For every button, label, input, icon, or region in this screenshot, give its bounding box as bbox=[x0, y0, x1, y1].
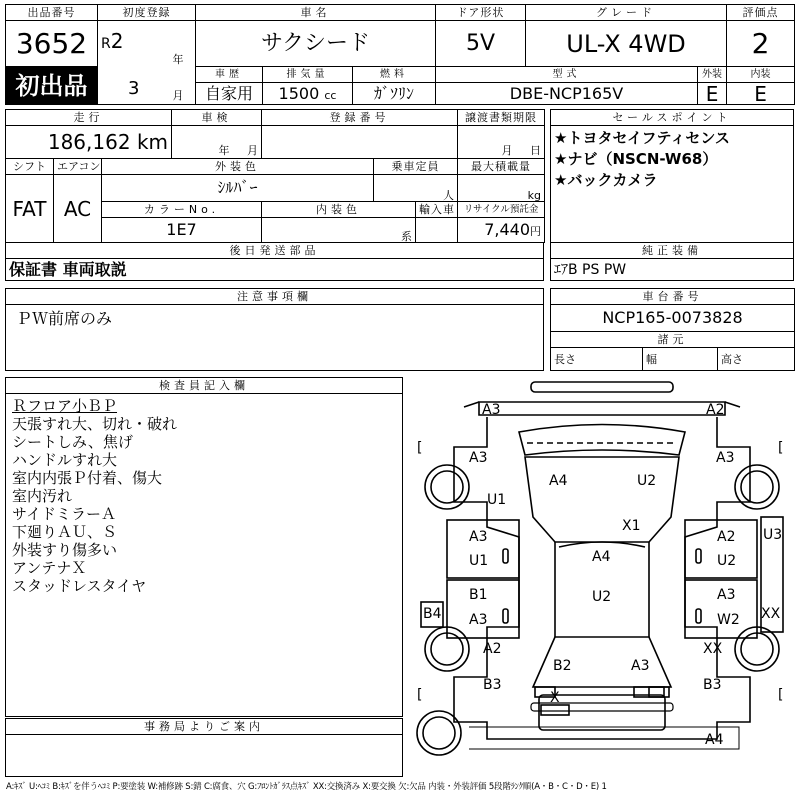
chassis-label: 車台番号 bbox=[551, 289, 795, 305]
exterior-label: 外装 bbox=[698, 67, 727, 83]
mileage: 186,162 bbox=[47, 130, 131, 155]
year-unit: 年 bbox=[170, 21, 196, 67]
ac: AC bbox=[54, 175, 102, 243]
code-bumper-l: B3 bbox=[483, 677, 502, 693]
inspector-label: 検査員記入欄 bbox=[6, 378, 402, 394]
shift-label: シフト bbox=[6, 159, 54, 175]
code-side-r: XX bbox=[761, 606, 781, 622]
displacement-label: 排気量 bbox=[263, 67, 353, 83]
inspector-line: 外装すり傷多い bbox=[12, 541, 118, 559]
sales-points-table bbox=[550, 109, 794, 243]
ext-color: ｼﾙﾊﾞｰ bbox=[102, 175, 374, 202]
equipment-label: 純正装備 bbox=[551, 243, 794, 259]
history: 自家用 bbox=[196, 83, 263, 105]
transfer-label: 譲渡書類期限 bbox=[458, 110, 545, 126]
inspector-box bbox=[5, 377, 403, 717]
mileage-unit: km bbox=[136, 130, 169, 155]
sales-point-3: ★バックカメラ bbox=[554, 171, 658, 189]
code-pillar-l: U1 bbox=[487, 492, 507, 508]
shift: FAT bbox=[6, 175, 54, 243]
spec-width: 幅 bbox=[643, 348, 718, 371]
code-mirror-r: U3 bbox=[763, 527, 783, 543]
displacement: 1500 bbox=[278, 83, 320, 103]
header-table bbox=[5, 4, 795, 105]
inspection-label: 車検 bbox=[172, 110, 262, 126]
code-door-fl-2: U1 bbox=[469, 553, 489, 569]
score: 2 bbox=[727, 21, 795, 67]
damage-legend: A:ｷｽﾞ U:ﾍｺﾐ B:ｷｽﾞを伴うﾍｺﾐ P:要塗装 W:補修跡 S:錆 C:腐食、穴 G:ﾌﾛﾝﾄｶﾞﾗｽ点ｷｽﾞ XX:交換済み X:要交換 欠:欠品 内装・外装評価 5段階ﾗﾝｸ順(A・B・C・D・E) 1 bbox=[6, 782, 607, 792]
model-label: 型式 bbox=[436, 67, 698, 83]
inspector-line: スタッドレスタイヤ bbox=[12, 577, 147, 595]
car-diagram bbox=[409, 377, 796, 777]
code-hood-r: U2 bbox=[637, 473, 657, 489]
inspector-line: 室内内張Ｐ付着、傷大 bbox=[12, 469, 163, 487]
bracket-label: [ bbox=[778, 687, 784, 703]
int-color-label: 内装色 bbox=[262, 202, 416, 218]
grade: UL-X 4WD bbox=[526, 21, 727, 67]
code-qtr-l: A2 bbox=[483, 641, 502, 657]
reg-no-value bbox=[262, 126, 458, 159]
fuel-label: 燃料 bbox=[353, 67, 436, 83]
model: DBE-NCP165V bbox=[436, 83, 698, 105]
first-reg-year: 2 bbox=[110, 29, 124, 53]
era: R bbox=[101, 36, 111, 52]
lot-no-label: 出品番号 bbox=[6, 5, 98, 21]
bracket-label: [ bbox=[417, 687, 423, 703]
code-side-l: B4 bbox=[423, 606, 442, 622]
inspector-line: シートしみ、焦げ bbox=[12, 433, 133, 451]
inspector-line: 天張すれ大、切れ・破れ bbox=[12, 415, 178, 433]
later-parts-label: 後日発送部品 bbox=[6, 243, 544, 259]
recycle: 7,440 bbox=[484, 220, 531, 240]
diagram-labels bbox=[409, 377, 796, 777]
code-roof: A4 bbox=[592, 549, 611, 565]
inspector-lines bbox=[6, 394, 402, 598]
grade-label: グレード bbox=[526, 5, 727, 21]
code-door-rr-2: W2 bbox=[717, 612, 740, 628]
mileage-label: 走行 bbox=[6, 110, 172, 126]
ac-label: エアコン bbox=[54, 159, 102, 175]
name-label: 車名 bbox=[196, 5, 436, 21]
load-unit: kg bbox=[458, 175, 545, 202]
later-parts: 保証書 車両取説 bbox=[6, 259, 544, 281]
code-fender-fl: A3 bbox=[469, 450, 488, 466]
notes-label: 注意事項欄 bbox=[6, 289, 544, 305]
specs-label: 諸元 bbox=[551, 332, 795, 348]
code-door-fl-1: A3 bbox=[469, 529, 488, 545]
interior-grade: E bbox=[727, 83, 795, 105]
capacity-unit: 人 bbox=[374, 175, 458, 202]
exterior-grade: E bbox=[698, 83, 727, 105]
door-label: ドア形状 bbox=[436, 5, 526, 21]
code-door-rl-2: A3 bbox=[469, 612, 488, 628]
fuel: ｶﾞｿﾘﾝ bbox=[353, 83, 436, 105]
recycle-label: リサイクル預託金 bbox=[458, 202, 545, 218]
spec-height: 高さ bbox=[718, 348, 795, 371]
load-label: 最大積載量 bbox=[458, 159, 545, 175]
later-parts-table bbox=[5, 242, 544, 281]
insp-year-unit: 年 bbox=[218, 144, 230, 158]
sales-points-label: セールスポイント bbox=[551, 110, 794, 126]
ext-color-label: 外装色 bbox=[102, 159, 374, 175]
car-name: サクシード bbox=[196, 21, 436, 67]
code-hood-l: A4 bbox=[549, 473, 568, 489]
bracket-label: [ bbox=[778, 440, 784, 456]
office-box bbox=[5, 718, 403, 777]
code-bumper-center: X bbox=[550, 690, 560, 706]
score-label: 評価点 bbox=[727, 5, 795, 21]
code-qtr-r: XX bbox=[703, 641, 723, 657]
interior-label: 内装 bbox=[727, 67, 795, 83]
code-rear-right: A3 bbox=[631, 658, 650, 674]
inspector-line: ハンドルすれ大 bbox=[12, 451, 118, 469]
import-label: 輸入車 bbox=[416, 202, 458, 218]
office-label: 事務局よりご案内 bbox=[6, 719, 402, 735]
notes: ＰＷ前席のみ bbox=[6, 305, 544, 371]
code-fender-fr: A3 bbox=[716, 450, 735, 466]
spec-length: 長さ bbox=[551, 348, 643, 371]
code-bumper-r: B3 bbox=[703, 677, 722, 693]
notes-table bbox=[5, 288, 544, 371]
code-front-left: A3 bbox=[482, 402, 501, 418]
code-door-fr-1: A2 bbox=[717, 529, 736, 545]
capacity-label: 乗車定員 bbox=[374, 159, 458, 175]
code-door-rl-1: B1 bbox=[469, 587, 488, 603]
color-no: 1E7 bbox=[102, 218, 262, 243]
transfer-day-unit: 日 bbox=[530, 144, 542, 158]
insp-month-unit: 月 bbox=[247, 144, 259, 158]
sales-point-1: ★トヨタセイフティセンス bbox=[554, 129, 730, 147]
inspector-line: 下廻りＡＵ、Ｓ bbox=[12, 523, 118, 541]
code-door-fr-2: U2 bbox=[717, 553, 737, 569]
bracket-label: [ bbox=[417, 440, 423, 456]
reg-no-label: 登録番号 bbox=[262, 110, 458, 126]
lot-no: 3652 bbox=[6, 21, 98, 67]
color-no-label: カラーNo. bbox=[102, 202, 262, 218]
sales-point-2: ★ナビ（NSCN-W68） bbox=[554, 150, 718, 168]
inspector-line: Ｒフロア小ＢＰ bbox=[12, 397, 118, 415]
door-type: 5V bbox=[436, 21, 526, 67]
first-reg-month: 3 bbox=[98, 67, 170, 105]
chassis-number: NCP165-0073828 bbox=[551, 305, 795, 332]
inspector-line: 室内汚れ bbox=[12, 487, 73, 505]
displacement-unit: cc bbox=[324, 88, 337, 102]
code-rear-center: B2 bbox=[553, 658, 572, 674]
first-reg-label: 初度登録 bbox=[98, 5, 196, 21]
inspector-line: アンテナＸ bbox=[12, 559, 87, 577]
import-value bbox=[416, 218, 458, 243]
equipment: ｴｱB PS PW bbox=[551, 259, 794, 281]
equipment-table bbox=[550, 242, 794, 281]
code-door-rr-1: A3 bbox=[717, 587, 736, 603]
details-table bbox=[5, 109, 545, 243]
code-windshield: X1 bbox=[622, 518, 641, 534]
chassis-table bbox=[550, 288, 795, 371]
code-front-right: A2 bbox=[706, 402, 725, 418]
code-spare: A4 bbox=[705, 732, 724, 748]
history-label: 車歴 bbox=[196, 67, 263, 83]
inspector-line: サイドミラーＡ bbox=[12, 505, 116, 523]
first-listing-badge: 初出品 bbox=[6, 67, 98, 105]
transfer-month-unit: 月 bbox=[501, 144, 513, 158]
month-unit: 月 bbox=[170, 67, 196, 105]
int-color-unit: 系 bbox=[262, 218, 416, 243]
code-roof-rear: U2 bbox=[592, 589, 612, 605]
recycle-unit: 円 bbox=[530, 225, 542, 239]
